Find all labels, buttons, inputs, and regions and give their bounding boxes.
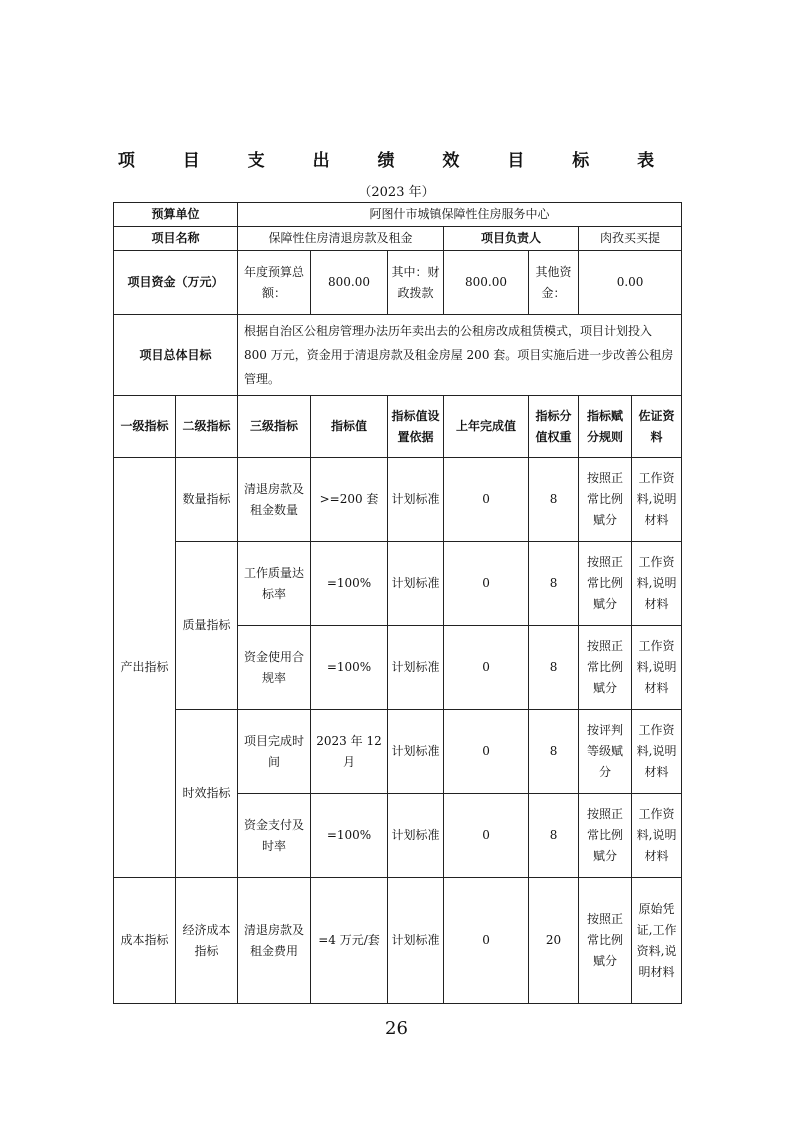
fiscal-label: 其中：财政拨款 (388, 251, 444, 315)
fiscal-value: 800.00 (444, 251, 529, 315)
header-cell: 指标分值权重 (529, 396, 579, 458)
rule-cell: 按照正常比例赋分 (579, 626, 632, 710)
evidence-cell: 工作资料,说明材料 (632, 542, 682, 626)
evidence-cell: 原始凭证,工作资料,说明材料 (632, 878, 682, 1004)
basis-cell: 计划标准 (388, 794, 444, 878)
evidence-cell: 工作资料,说明材料 (632, 710, 682, 794)
project-leader-label: 项目负责人 (444, 227, 579, 251)
project-name-label: 项目名称 (114, 227, 238, 251)
performance-table (113, 202, 682, 1004)
prev-cell: 0 (444, 458, 529, 542)
prev-cell: 0 (444, 878, 529, 1004)
fund-label: 项目资金（万元） (114, 251, 238, 315)
table-row (114, 542, 682, 626)
budget-unit-row (114, 203, 682, 227)
prev-cell: 0 (444, 542, 529, 626)
basis-cell: 计划标准 (388, 710, 444, 794)
level1-cost: 成本指标 (114, 878, 176, 1004)
goal-text: 根据自治区公租房管理办法历年卖出去的公租房改成租赁模式，项目计划投入 800 万元，资金用于清退房款及租金房屋 200 套。项目实施后进一步改善公租房管理。 (238, 315, 682, 396)
weight-cell: 8 (529, 458, 579, 542)
level1-output: 产出指标 (114, 458, 176, 878)
value-cell: =100% (311, 626, 388, 710)
weight-cell: 20 (529, 878, 579, 1004)
indicator-cell: 项目完成时间 (238, 710, 311, 794)
year-label: （2023 年） (358, 185, 435, 200)
annual-budget-value: 800.00 (311, 251, 388, 315)
prev-cell: 0 (444, 710, 529, 794)
project-name-value: 保障性住房清退房款及租金 (238, 227, 444, 251)
weight-cell: 8 (529, 794, 579, 878)
header-cell: 三级指标 (238, 396, 311, 458)
rule-cell: 按评判等级赋分 (579, 710, 632, 794)
value-cell: >=200 套 (311, 458, 388, 542)
header-cell: 二级指标 (176, 396, 238, 458)
basis-cell: 计划标准 (388, 626, 444, 710)
prev-cell: 0 (444, 626, 529, 710)
goal-row (114, 315, 682, 396)
evidence-cell: 工作资料,说明材料 (632, 458, 682, 542)
table-row (114, 878, 682, 1004)
indicator-cell: 清退房款及租金费用 (238, 878, 311, 1004)
weight-cell: 8 (529, 626, 579, 710)
level2-quantity: 数量指标 (176, 458, 238, 542)
page-number: 26 (385, 1018, 408, 1039)
rule-cell: 按照正常比例赋分 (579, 542, 632, 626)
indicator-cell: 资金使用合规率 (238, 626, 311, 710)
budget-unit-label: 预算单位 (114, 203, 238, 227)
other-funds-label: 其他资金： (529, 251, 579, 315)
value-cell: 2023 年 12 月 (311, 710, 388, 794)
page-title: 项 目 支 出 绩 效 目 标 表 (117, 151, 676, 171)
weight-cell: 8 (529, 542, 579, 626)
basis-cell: 计划标准 (388, 458, 444, 542)
project-leader-value: 肉孜买买提 (579, 227, 682, 251)
header-cell: 指标赋分规则 (579, 396, 632, 458)
rule-cell: 按照正常比例赋分 (579, 878, 632, 1004)
header-cell: 指标值 (311, 396, 388, 458)
project-name-row (114, 227, 682, 251)
prev-cell: 0 (444, 794, 529, 878)
table-row (114, 458, 682, 542)
other-funds-value: 0.00 (579, 251, 682, 315)
budget-unit-value: 阿图什市城镇保障性住房服务中心 (238, 203, 682, 227)
header-cell: 一级指标 (114, 396, 176, 458)
value-cell: =4 万元/套 (311, 878, 388, 1004)
header-cell: 指标值设置依据 (388, 396, 444, 458)
value-cell: =100% (311, 794, 388, 878)
indicator-cell: 资金支付及时率 (238, 794, 311, 878)
indicator-cell: 工作质量达标率 (238, 542, 311, 626)
level2-timeliness: 时效指标 (176, 710, 238, 878)
evidence-cell: 工作资料,说明材料 (632, 794, 682, 878)
header-row (114, 396, 682, 458)
basis-cell: 计划标准 (388, 542, 444, 626)
indicator-cell: 清退房款及租金数量 (238, 458, 311, 542)
evidence-cell: 工作资料,说明材料 (632, 626, 682, 710)
fund-row (114, 251, 682, 315)
rule-cell: 按照正常比例赋分 (579, 794, 632, 878)
table-row (114, 710, 682, 794)
level2-economic: 经济成本指标 (176, 878, 238, 1004)
value-cell: =100% (311, 542, 388, 626)
rule-cell: 按照正常比例赋分 (579, 458, 632, 542)
weight-cell: 8 (529, 710, 579, 794)
level2-quality: 质量指标 (176, 542, 238, 710)
basis-cell: 计划标准 (388, 878, 444, 1004)
header-cell: 上年完成值 (444, 396, 529, 458)
header-cell: 佐证资料 (632, 396, 682, 458)
annual-budget-label: 年度预算总额： (238, 251, 311, 315)
goal-label: 项目总体目标 (114, 315, 238, 396)
